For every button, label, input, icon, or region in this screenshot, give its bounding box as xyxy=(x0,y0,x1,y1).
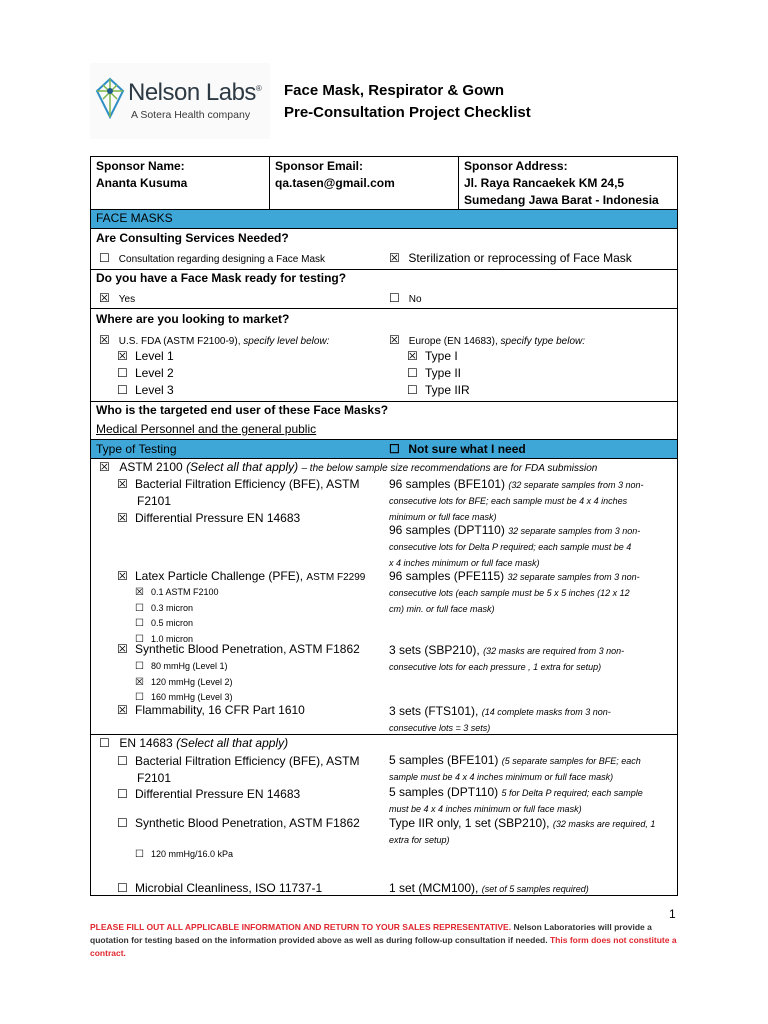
sponsor-email-cell xyxy=(275,158,395,192)
astm-dp-samples: 96 samples (DPT110) 32 separate samples from 3 non- consecutive lots for Delta P required; each sample must be 4 x 4 inches minimum or full face mask) xyxy=(389,523,641,568)
footer-disclaimer: This form does not constitute a contract. xyxy=(90,935,677,958)
en-14683-option[interactable]: ☐ EN 14683 (Select all that apply) xyxy=(99,736,289,750)
sponsor-email-value[interactable]: qa.tasen@gmail.com xyxy=(275,176,395,190)
checkbox-icon[interactable]: ☒ xyxy=(99,333,110,347)
checkbox-icon[interactable]: ☒ xyxy=(389,251,400,265)
footer-instruction: PLEASE FILL OUT ALL APPLICABLE INFORMATION AND RETURN TO YOUR SALES REPRESENTATIVE. xyxy=(90,922,512,932)
us-level-list xyxy=(117,348,174,399)
page-title xyxy=(284,80,531,124)
checkbox-icon[interactable]: ☒ xyxy=(117,642,128,656)
checkbox-icon[interactable]: ☒ xyxy=(117,349,128,363)
divider xyxy=(269,157,270,209)
en-sbp-samples: Type IIR only, 1 set (SBP210), (32 masks are required, 1 extra for setup) xyxy=(389,816,656,845)
astm-bfe-option[interactable]: ☒ Bacterial Filtration Efficiency (BFE), ASTM F2101 xyxy=(117,477,360,508)
checkbox-icon[interactable]: ☐ xyxy=(135,661,144,672)
checkbox-icon[interactable]: ☐ xyxy=(407,366,418,380)
pfe-size-option[interactable]: ☐ 0.5 micron xyxy=(135,616,219,632)
checkbox-icon[interactable]: ☐ xyxy=(117,881,128,895)
divider xyxy=(91,269,677,270)
eu-type-list xyxy=(407,348,470,399)
checkbox-icon[interactable]: ☒ xyxy=(117,703,128,717)
astm-flammability-samples: 3 sets (FTS101), (14 complete masks from 3 non- consecutive lots = 3 sets) xyxy=(389,704,611,733)
level-option[interactable]: ☐ Level 3 xyxy=(117,383,174,397)
footer-notice xyxy=(90,921,678,960)
type-of-testing-label: Type of Testing xyxy=(96,442,177,456)
astm-sbp-samples: 3 sets (SBP210), (32 masks are required from 3 non- consecutive lots for each pressure , 1 extra for setup) xyxy=(389,643,625,672)
checkbox-icon[interactable]: ☒ xyxy=(99,460,110,474)
logo-tagline: A Sotera Health company xyxy=(131,109,251,121)
sbp-pressure-option[interactable]: ☒ 120 mmHg (Level 2) xyxy=(135,675,233,691)
checkbox-icon[interactable]: ☐ xyxy=(135,618,144,629)
ready-no-option[interactable]: ☐ No xyxy=(389,291,422,305)
pfe-size-option[interactable]: ☐ 0.3 micron xyxy=(135,601,219,617)
pfe-size-option[interactable]: ☐ 1.0 micron xyxy=(135,632,219,648)
en-sbp-pressure-option[interactable]: ☐ 120 mmHg/16.0 kPa xyxy=(135,849,234,860)
sponsor-address-cell xyxy=(464,158,659,209)
en-dp-option[interactable]: ☐ Differential Pressure EN 14683 xyxy=(117,787,301,801)
not-sure-option[interactable]: ☐ Not sure what I need xyxy=(389,442,526,456)
checkbox-icon[interactable]: ☐ xyxy=(99,736,110,750)
face-masks-title: FACE MASKS xyxy=(96,211,173,225)
checkbox-icon[interactable]: ☐ xyxy=(389,291,400,305)
checkbox-icon[interactable]: ☐ xyxy=(135,602,144,614)
nelson-labs-logo-icon xyxy=(94,77,126,119)
company-logo xyxy=(90,63,270,139)
astm-flammability-option[interactable]: ☒ Flammability, 16 CFR Part 1610 xyxy=(117,703,305,717)
consulting-option-design[interactable]: ☐ Consultation regarding designing a Face Mask xyxy=(99,251,326,265)
pfe-size-list xyxy=(135,585,219,647)
divider xyxy=(91,228,677,229)
market-us-option[interactable]: ☒ U.S. FDA (ASTM F2100-9), specify level below: xyxy=(99,333,330,347)
checklist-form xyxy=(90,156,678,896)
checkbox-icon[interactable]: ☐ xyxy=(407,383,418,397)
checkbox-icon[interactable]: ☐ xyxy=(389,442,400,456)
consulting-option-sterilization[interactable]: ☒ Sterilization or reprocessing of Face Mask xyxy=(389,251,632,265)
checkbox-icon[interactable]: ☐ xyxy=(135,692,144,703)
level-option[interactable]: ☐ Level 2 xyxy=(117,366,174,380)
sponsor-address-line2[interactable]: Sumedang Jawa Barat - Indonesia xyxy=(464,193,659,207)
astm-sbp-option[interactable]: ☒ Synthetic Blood Penetration, ASTM F1862 xyxy=(117,642,360,656)
divider xyxy=(458,157,459,209)
footer-quotation-note: Nelson Laboratories will provide a quotation for testing based on the information provided above as well as during follow-up consultation if needed. xyxy=(90,922,652,945)
astm-pfe-option[interactable]: ☒ Latex Particle Challenge (PFE), ASTM F2299 xyxy=(117,569,366,583)
checkbox-icon[interactable]: ☐ xyxy=(117,787,128,801)
sponsor-address-label: Sponsor Address: xyxy=(464,159,568,173)
checkbox-icon[interactable]: ☐ xyxy=(135,849,144,860)
en-microbial-samples: 1 set (MCM100), (set of 5 samples required) xyxy=(389,881,589,895)
checkbox-icon[interactable]: ☒ xyxy=(117,569,128,583)
end-user-answer[interactable]: Medical Personnel and the general public xyxy=(96,422,317,436)
sponsor-name-label: Sponsor Name: xyxy=(96,159,185,173)
face-masks-section-header xyxy=(91,210,677,228)
astm-bfe-samples: 96 samples (BFE101) (32 separate samples from 3 non- consecutive lots for BFE; each sample must be 4 x 4 inches minimum or full face mask) xyxy=(389,477,644,522)
checkbox-icon[interactable]: ☒ xyxy=(99,291,110,305)
checkbox-icon[interactable]: ☐ xyxy=(135,633,144,645)
level-option[interactable]: ☒ Level 1 xyxy=(117,349,174,363)
consulting-question: Are Consulting Services Needed? xyxy=(96,231,289,245)
sbp-pressure-list xyxy=(135,659,233,706)
checkbox-icon[interactable]: ☒ xyxy=(389,333,400,347)
checkbox-icon[interactable]: ☐ xyxy=(117,816,128,830)
type-option[interactable]: ☐ Type IIR xyxy=(407,383,470,397)
checkbox-icon[interactable]: ☒ xyxy=(117,477,128,491)
en-dp-samples: 5 samples (DPT110) 5 for Delta P required; each sample must be 4 x 4 inches minimum or full face mask) xyxy=(389,785,643,814)
divider xyxy=(91,734,677,735)
divider xyxy=(91,458,677,459)
title-line-1: Face Mask, Respirator & Gown xyxy=(284,82,505,99)
checkbox-icon[interactable]: ☐ xyxy=(99,251,110,265)
astm-dp-option[interactable]: ☒ Differential Pressure EN 14683 xyxy=(117,511,301,525)
ready-question: Do you have a Face Mask ready for testing? xyxy=(96,271,347,285)
checkbox-icon[interactable]: ☒ xyxy=(117,511,128,525)
astm-pfe-samples: 96 samples (PFE115) 32 separate samples from 3 non- consecutive lots (each sample must be 5 x 5 inches (12 x 12 cm) min. or full face mask) xyxy=(389,569,640,614)
end-user-question: Who is the targeted end user of these Face Masks? xyxy=(96,403,389,417)
checkbox-icon[interactable]: ☒ xyxy=(135,676,144,688)
sbp-pressure-option[interactable]: ☐ 80 mmHg (Level 1) xyxy=(135,659,233,675)
en-sbp-option[interactable]: ☐ Synthetic Blood Penetration, ASTM F1862 xyxy=(117,816,360,830)
type-option[interactable]: ☐ Type II xyxy=(407,366,462,380)
pfe-size-option[interactable]: ☒ 0.1 ASTM F2100 xyxy=(135,585,219,601)
divider xyxy=(91,308,677,309)
checkbox-icon[interactable]: ☐ xyxy=(117,366,128,380)
logo-name: Nelson Labs® xyxy=(128,79,262,106)
checkbox-icon[interactable]: ☐ xyxy=(117,383,128,397)
checkbox-icon[interactable]: ☒ xyxy=(407,349,418,363)
ready-yes-option[interactable]: ☒ Yes xyxy=(99,291,136,305)
en-microbial-option[interactable]: ☐ Microbial Cleanliness, ISO 11737-1 xyxy=(117,881,323,895)
checkbox-icon[interactable]: ☐ xyxy=(117,754,128,768)
divider xyxy=(91,401,677,402)
type-option[interactable]: ☒ Type I xyxy=(407,349,458,363)
sponsor-address-line1[interactable]: Jl. Raya Rancaekek KM 24,5 xyxy=(464,176,625,190)
market-question: Where are you looking to market? xyxy=(96,312,290,326)
page-number: 1 xyxy=(669,907,676,921)
sponsor-name-value[interactable]: Ananta Kusuma xyxy=(96,176,188,190)
sponsor-email-label: Sponsor Email: xyxy=(275,159,364,173)
en-bfe-samples: 5 samples (BFE101) (5 separate samples for BFE; each sample must be 4 x 4 inches minimum or full face mask) xyxy=(389,753,641,782)
sponsor-name-cell xyxy=(96,158,187,192)
checkbox-icon[interactable]: ☒ xyxy=(135,587,144,598)
sbp-pressure-option[interactable]: ☐ 160 mmHg (Level 3) xyxy=(135,690,233,706)
market-eu-option[interactable]: ☒ Europe (EN 14683), specify type below: xyxy=(389,333,586,347)
en-bfe-option[interactable]: ☐ Bacterial Filtration Efficiency (BFE), ASTM F2101 xyxy=(117,754,360,785)
type-of-testing-header xyxy=(91,440,677,458)
title-line-2: Pre-Consultation Project Checklist xyxy=(284,104,531,121)
astm-2100-option[interactable]: ☒ ASTM 2100 (Select all that apply) – the below sample size recommendations are for FDA submission xyxy=(99,460,598,474)
